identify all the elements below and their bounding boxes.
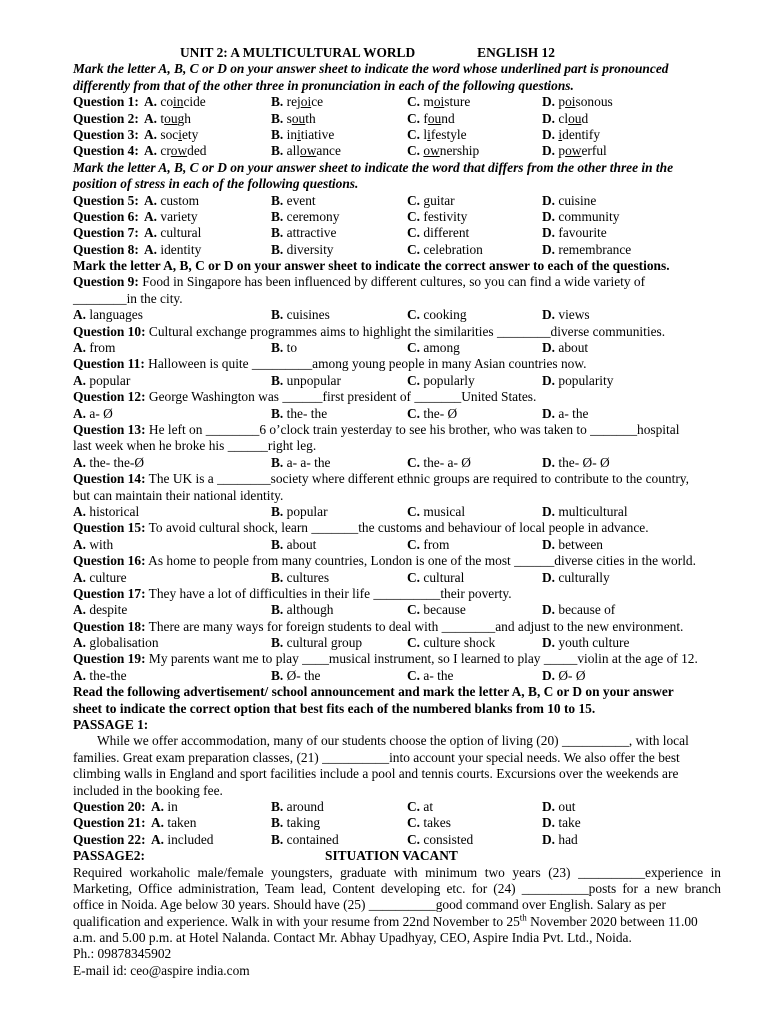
option-d: D. because of — [542, 602, 616, 618]
option-a: A. popular — [73, 372, 131, 388]
instruction-grammar: Mark the letter A, B, C or D on your answer sheet to indicate the correct answer to each of the questions. — [73, 258, 670, 274]
question-6-row — [73, 209, 768, 225]
question-label: Question 6: — [73, 208, 139, 224]
option-b: B. Ø- the — [271, 667, 321, 683]
option-c: C. cooking — [407, 307, 467, 323]
option-a: A. the- the-Ø — [73, 454, 145, 470]
passage-1-line: While we offer accommodation, many of our students choose the option of living (20) __________, with local — [97, 733, 689, 749]
option-c: C. cultural — [407, 569, 465, 585]
question-18-options — [73, 635, 768, 651]
option-c: C. because — [407, 602, 466, 618]
option-b: B. popular — [271, 503, 328, 519]
option-a: A. coincide — [144, 94, 206, 110]
option-b: B. to — [271, 340, 298, 356]
question-18-stem: Question 18: There are many ways for foreign students to deal with ________and adjust to the new environment. — [73, 618, 684, 634]
question-label: Question 7: — [73, 225, 139, 241]
question-label: Question 20: — [73, 798, 146, 814]
option-d: D. a- the — [542, 405, 589, 421]
question-12-stem: Question 12: George Washington was ______first president of _______United States. — [73, 389, 537, 405]
question-4-row — [73, 143, 768, 159]
option-a: A. society — [144, 126, 199, 142]
question-label: Question 21: — [73, 815, 146, 831]
option-a: A. cultural — [144, 225, 202, 241]
question-20-row — [73, 799, 768, 815]
option-c: C. from — [407, 536, 450, 552]
passage-2-label: PASSAGE2: — [73, 848, 145, 864]
option-a: A. a- Ø — [73, 405, 113, 421]
option-a: A. included — [151, 831, 214, 847]
option-c: C. festivity — [407, 208, 468, 224]
option-b: B. ceremony — [271, 208, 340, 224]
question-11-options — [73, 373, 768, 389]
question-9-options — [73, 307, 768, 323]
option-c: C. the- Ø — [407, 405, 458, 421]
option-c: C. guitar — [407, 192, 455, 208]
instruction-reading: Read the following advertisement/ school announcement and mark the letter A, B, C or D on your answer — [73, 684, 674, 700]
question-label: Question 2: — [73, 110, 139, 126]
option-b: B. although — [271, 602, 334, 618]
question-16-stem: Question 16: As home to people from many countries, London is one of the most ______diverse cities in the world. — [73, 553, 696, 569]
passage-2-line: Required workaholic male/female youngsters, graduate with minimum two years (23) __________experience in — [73, 864, 721, 880]
option-c: C. at — [407, 798, 434, 814]
question-11-stem: Question 11: Halloween is quite _________among young people in many Asian countries now. — [73, 356, 587, 372]
option-c: C. different — [407, 225, 470, 241]
option-b: B. around — [271, 798, 324, 814]
option-d: D. about — [542, 340, 589, 356]
instruction-reading-cont: sheet to indicate the correct option that best fits each of the numbered blanks from 10 to 15. — [73, 700, 596, 716]
question-label: Question 8: — [73, 241, 139, 257]
option-c: C. lifestyle — [407, 126, 467, 142]
instruction-pronunciation-cont: differently from that of the other three in pronunciation in each of the following questions. — [73, 77, 574, 93]
option-d: D. multicultural — [542, 503, 628, 519]
option-d: D. favourite — [542, 225, 607, 241]
option-b: B. diversity — [271, 241, 334, 257]
question-label: Question 1: — [73, 94, 139, 110]
instruction-stress-cont: position of stress in each of the following questions. — [73, 176, 359, 192]
option-c: C. among — [407, 340, 460, 356]
option-c: C. takes — [407, 815, 451, 831]
question-5-row — [73, 193, 768, 209]
option-c: C. a- the — [407, 667, 454, 683]
option-d: D. cuisine — [542, 192, 597, 208]
option-d: D. community — [542, 208, 620, 224]
question-17-stem: Question 17: They have a lot of difficulties in their life __________their poverty. — [73, 585, 512, 601]
passage-2-line: Marketing, Office administration, Team lead, Content developing etc. for (24) __________posts for a new branch — [73, 880, 721, 896]
passage-2-heading: SITUATION VACANT — [325, 848, 458, 864]
question-1-row — [73, 94, 768, 110]
question-3-row — [73, 127, 768, 143]
passage-2-header — [73, 848, 768, 864]
option-b: B. the- the — [271, 405, 328, 421]
option-c: C. ownership — [407, 143, 480, 159]
option-c: C. consisted — [407, 831, 474, 847]
option-d: D. between — [542, 536, 604, 552]
option-d: D. popularity — [542, 372, 614, 388]
option-a: A. culture — [73, 569, 127, 585]
passage-1-line: families. Great exam preparation classes, (21) __________into account your special needs. We also offer the best — [73, 749, 680, 765]
option-a: A. identity — [144, 241, 202, 257]
option-d: D. had — [542, 831, 578, 847]
option-a: A. custom — [144, 192, 200, 208]
passage-1-line: included in the booking fee. — [73, 782, 223, 798]
question-label: Question 3: — [73, 126, 139, 142]
question-13-stem: Question 13: He left on ________6 o’clock train yesterday to see his brother, who was taken to _______hospital — [73, 421, 680, 437]
question-9-stem: Question 9: Food in Singapore has been influenced by different cultures, so you can find a wide variety of — [73, 274, 646, 290]
option-a: A. despite — [73, 602, 128, 618]
option-b: B. south — [271, 110, 316, 126]
passage-2-phone: Ph.: 09878345902 — [73, 946, 172, 962]
option-c: C. popularly — [407, 372, 475, 388]
question-10-options — [73, 340, 768, 356]
option-a: A. the-the — [73, 667, 127, 683]
option-d: D. culturally — [542, 569, 610, 585]
question-label: Question 22: — [73, 831, 146, 847]
option-b: B. event — [271, 192, 316, 208]
question-label: Question 5: — [73, 192, 139, 208]
question-15-stem: Question 15: To avoid cultural shock, learn _______the customs and behaviour of local people in advance. — [73, 520, 649, 536]
option-a: A. languages — [73, 307, 143, 323]
question-12-options — [73, 406, 768, 422]
option-d: D. the- Ø- Ø — [542, 454, 610, 470]
option-b: B. unpopular — [271, 372, 341, 388]
option-d: D. take — [542, 815, 581, 831]
option-a: A. with — [73, 536, 114, 552]
question-21-row — [73, 815, 768, 831]
instruction-stress: Mark the letter A, B, C or D on your answer sheet to indicate the word that differs from the other three in the — [73, 159, 674, 175]
question-19-stem: Question 19: My parents want me to play ____musical instrument, so I learned to play _____violin at the age of 12. — [73, 651, 698, 667]
question-19-options — [73, 668, 768, 684]
question-14-stem-cont: but can maintain their national identity. — [73, 487, 284, 503]
question-16-options — [73, 570, 768, 586]
option-b: B. rejoice — [271, 94, 324, 110]
option-a: A. variety — [144, 208, 198, 224]
option-c: C. celebration — [407, 241, 483, 257]
option-d: D. poisonous — [542, 94, 613, 110]
question-7-row — [73, 225, 768, 241]
instruction-pronunciation: Mark the letter A, B, C or D on your answer sheet to indicate the word whose underlined part is pronounced — [73, 61, 669, 77]
page-title: UNIT 2: A MULTICULTURAL WORLD ENGLISH 12 — [180, 45, 555, 60]
option-c: C. culture shock — [407, 635, 496, 651]
question-9-stem-cont: ________in the city. — [73, 290, 183, 306]
question-17-options — [73, 602, 768, 618]
option-b: B. contained — [271, 831, 339, 847]
option-a: A. globalisation — [73, 635, 159, 651]
option-d: D. identify — [542, 126, 601, 142]
question-8-row — [73, 242, 768, 258]
question-15-options — [73, 537, 768, 553]
pronunciation-questions — [73, 94, 768, 160]
option-d: D. cloud — [542, 110, 589, 126]
option-b: B. cuisines — [271, 307, 330, 323]
passage-1-label: PASSAGE 1: — [73, 717, 149, 733]
option-b: B. cultures — [271, 569, 330, 585]
passage-2-line: a.m. and 5.00 p.m. at Hotel Nalanda. Contact Mr. Abhay Upadhyay, CEO, Aspire India Pvt. Ltd., Noida. — [73, 930, 632, 946]
option-b: B. taking — [271, 815, 321, 831]
option-a: A. tough — [144, 110, 191, 126]
passage-2-email: E-mail id: ceo@aspire india.com — [73, 962, 250, 978]
option-c: C. found — [407, 110, 455, 126]
option-b: B. a- a- the — [271, 454, 331, 470]
question-label: Question 4: — [73, 143, 139, 159]
option-d: D. youth culture — [542, 635, 630, 651]
option-c: C. moisture — [407, 94, 471, 110]
option-d: D. Ø- Ø — [542, 667, 586, 683]
option-b: B. initiative — [271, 126, 335, 142]
question-14-stem: Question 14: The UK is a ________society where different ethnic groups are required to contribute to the country, — [73, 471, 689, 487]
passage-2-line: office in Noida. Age below 30 years. Should have (25) __________good command over English. Salary as per — [73, 897, 666, 913]
option-c: C. musical — [407, 503, 466, 519]
option-b: B. cultural group — [271, 635, 363, 651]
option-b: B. about — [271, 536, 317, 552]
option-c: C. the- a- Ø — [407, 454, 471, 470]
question-22-row — [73, 832, 768, 848]
question-14-options — [73, 504, 768, 520]
question-13-options — [73, 455, 768, 471]
option-d: D. powerful — [542, 143, 607, 159]
option-a: A. historical — [73, 503, 140, 519]
question-2-row — [73, 111, 768, 127]
option-a: A. taken — [151, 815, 197, 831]
question-13-stem-cont: last week when he broke his ______right leg. — [73, 438, 317, 454]
option-d: D. out — [542, 798, 576, 814]
option-a: A. in — [151, 798, 178, 814]
option-b: B. allowance — [271, 143, 341, 159]
option-a: A. from — [73, 340, 116, 356]
option-a: A. crowded — [144, 143, 207, 159]
option-d: D. views — [542, 307, 590, 323]
passage-1-line: climbing walls in England and sport facilities include a pool and tennis courts. Excursions over the weekends are — [73, 766, 679, 782]
stress-questions — [73, 193, 768, 259]
passage-2-line: qualification and experience. Walk in with your resume from 22nd November to 25th November 2020 between 11.00 — [73, 912, 698, 929]
question-10-stem: Question 10: Cultural exchange programmes aims to highlight the similarities ________diverse communities. — [73, 323, 666, 339]
option-d: D. remembrance — [542, 241, 632, 257]
option-b: B. attractive — [271, 225, 337, 241]
